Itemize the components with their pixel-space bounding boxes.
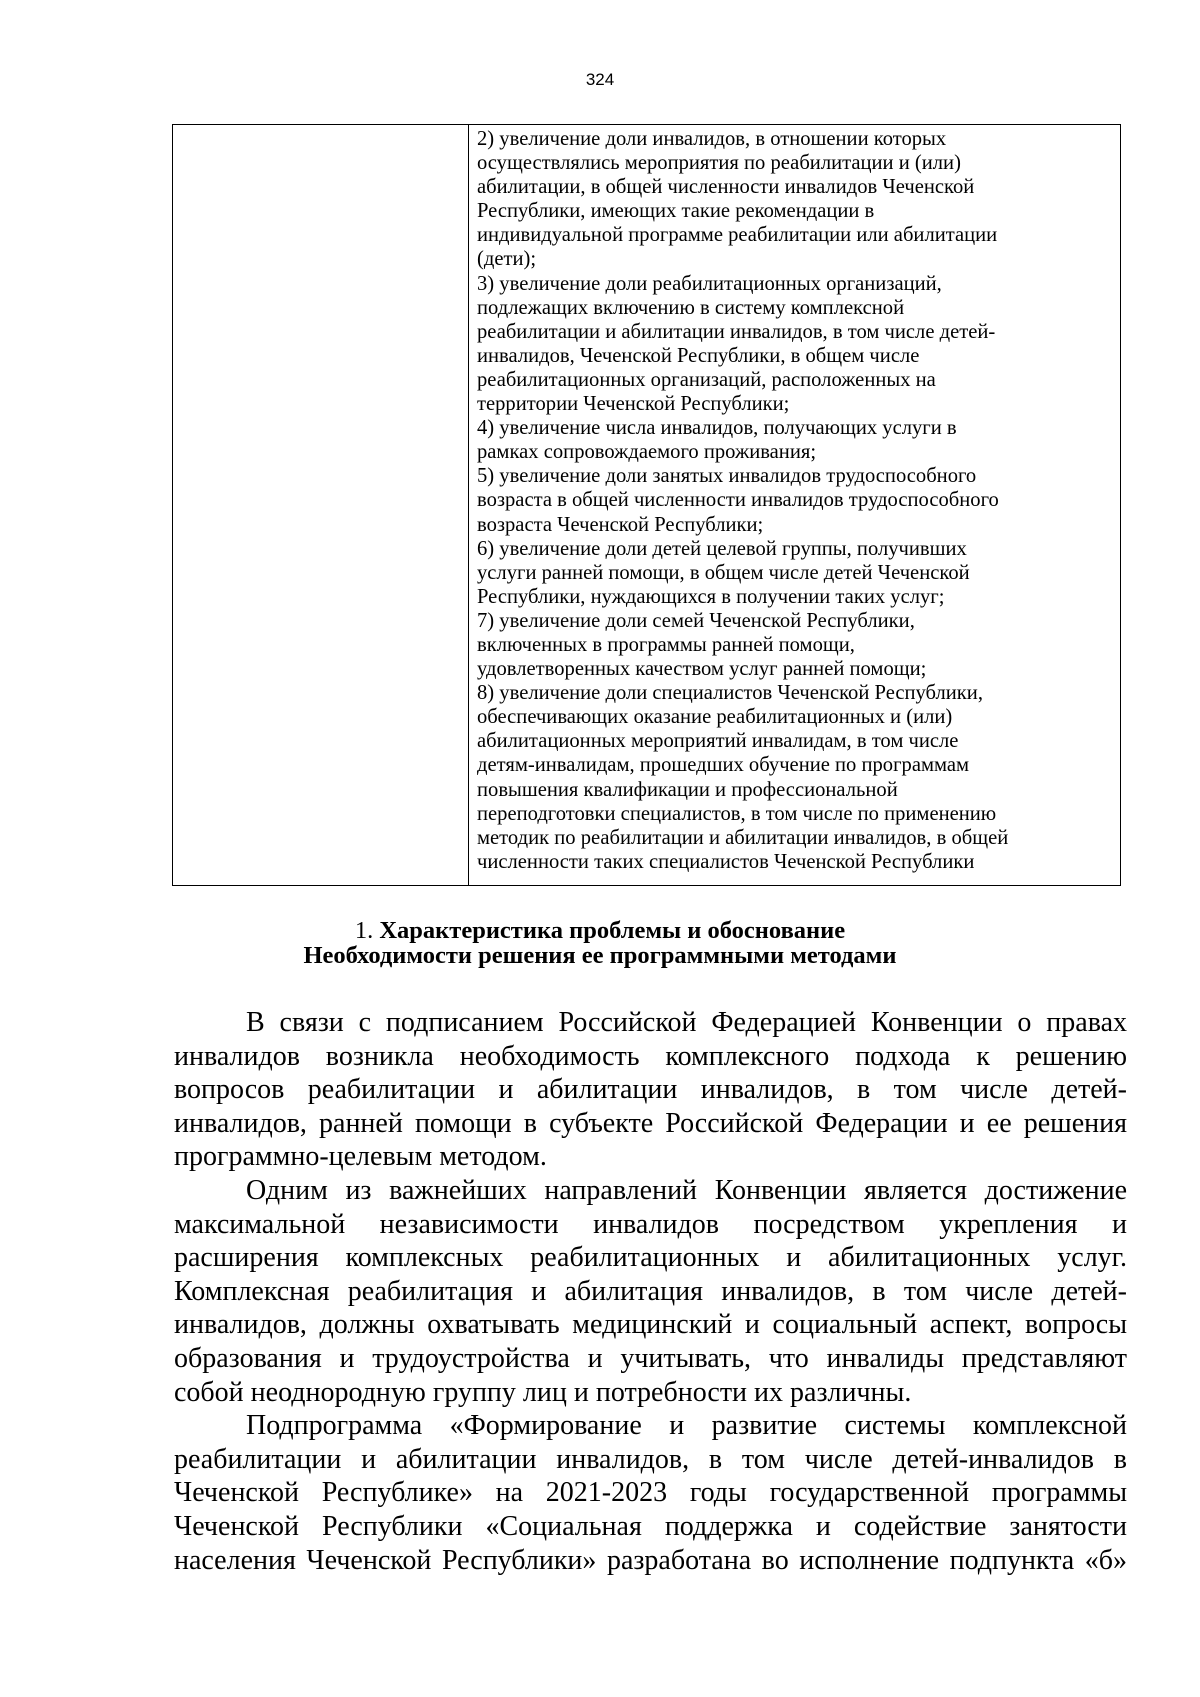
goal-line: (дети); (477, 248, 537, 271)
goal-line: абилитационных мероприятий инвалидам, в том числе (477, 730, 959, 753)
goal-line: обеспечивающих оказание реабилитационных и (или) (477, 706, 953, 729)
section-title-line-1: Характеристика проблемы и обоснование (379, 917, 846, 944)
paragraph-line: населения Чеченской Республики» разработана во исполнение подпункта «б» (174, 1544, 1127, 1576)
paragraph-line: инвалидов, должны охватывать медицинский и социальный аспект, вопросы (174, 1309, 1127, 1341)
goal-line: реабилитационных организаций, расположенных на (477, 368, 936, 391)
goal-line: инвалидов, Чеченской Республики, в общем числе (477, 344, 920, 367)
goal-line: осуществлялись мероприятия по реабилитации и (или) (477, 152, 961, 175)
paragraph-line: Подпрограмма «Формирование и развитие системы комплексной (246, 1410, 1127, 1442)
paragraph-line: образования и трудоустройства и учитывать, что инвалиды представляют (174, 1342, 1127, 1374)
goal-line: реабилитации и абилитации инвалидов, в том числе детей- (477, 320, 996, 343)
goal-line: 4) увеличение числа инвалидов, получающих услуги в (477, 417, 957, 440)
goal-line: 3) увеличение доли реабилитационных организаций, (477, 272, 942, 295)
goal-line: включенных в программы ранней помощи, (477, 633, 855, 656)
paragraph-line: реабилитации и абилитации инвалидов, в том числе детей-инвалидов в (174, 1443, 1127, 1475)
section-number: 1. (354, 917, 374, 944)
paragraph-line: инвалидов, ранней помощи в субъекте Российской Федерации и ее решения (174, 1107, 1127, 1139)
paragraph-3 (174, 1409, 1127, 1577)
section-heading-line-1 (0, 918, 1200, 943)
section-heading (0, 918, 1200, 968)
paragraph-line: расширения комплексных реабилитационных и абилитационных услуг. (174, 1242, 1127, 1274)
goal-line: Республики, нуждающихся в получении таких услуг; (477, 585, 945, 608)
goal-line: Республики, имеющих такие рекомендации в (477, 200, 875, 223)
paragraph-line: Чеченской Республики «Социальная поддержка и содействие занятости (174, 1510, 1127, 1542)
goal-line: территории Чеченской Республики; (477, 393, 790, 416)
paragraph-line: максимальной независимости инвалидов посредством укрепления и (174, 1208, 1127, 1240)
goal-line: повышения квалификации и профессиональной (477, 778, 898, 801)
section-title-line-2: Необходимости решения ее программными методами (303, 942, 897, 969)
paragraph-line: вопросов реабилитации и абилитации инвалидов, в том числе детей- (174, 1074, 1127, 1106)
goal-line: рамках сопровождаемого проживания; (477, 441, 817, 464)
table-empty-cell (173, 125, 469, 886)
goal-line: 2) увеличение доли инвалидов, в отношении которых (477, 128, 947, 150)
goal-line: методик по реабилитации и абилитации инвалидов, в общей (477, 826, 1009, 849)
paragraph-line: Чеченской Республике» на 2021-2023 годы государственной программы (174, 1477, 1127, 1509)
paragraph-2 (174, 1174, 1127, 1409)
goal-line: численности таких специалистов Чеченской Республики (477, 850, 975, 873)
paragraph-line: В связи с подписанием Российской Федерацией Конвенции о правах (246, 1007, 1127, 1038)
body-text (174, 1006, 1127, 1577)
page-number: 324 (585, 70, 615, 89)
goal-line: 5) увеличение доли занятых инвалидов трудоспособного (477, 465, 977, 488)
paragraph-1 (174, 1006, 1127, 1174)
goal-line: услуги ранней помощи, в общем числе детей Чеченской (477, 561, 970, 584)
goal-line: возраста в общей численности инвалидов трудоспособного (477, 489, 999, 512)
goals-cell (469, 125, 1121, 886)
goal-line: детям-инвалидам, прошедших обучение по программам (477, 754, 970, 777)
paragraph-line: Одним из важнейших направлений Конвенции является достижение (246, 1174, 1127, 1206)
paragraph-line: собой неоднородную группу лиц и потребности их различны. (174, 1376, 912, 1408)
table-row (173, 125, 1121, 886)
goal-line: подлежащих включению в систему комплексной (477, 296, 905, 319)
goal-line: индивидуальной программе реабилитации или абилитации (477, 224, 998, 247)
goal-line: абилитации, в общей численности инвалидов Чеченской (477, 176, 975, 199)
paragraph-line: инвалидов возникла необходимость комплексного подхода к решению (174, 1040, 1127, 1072)
paragraph-line: Комплексная реабилитация и абилитация инвалидов, в том числе детей- (174, 1275, 1127, 1307)
goal-line: 8) увеличение доли специалистов Чеченской Республики, (477, 682, 983, 705)
goals-table (172, 124, 1121, 886)
goal-line: 6) увеличение доли детей целевой группы, получивших (477, 537, 967, 560)
goal-line: переподготовки специалистов, в том числе по применению (477, 802, 997, 825)
goal-line: возраста Чеченской Республики; (477, 513, 764, 536)
goal-line: 7) увеличение доли семей Чеченской Республики, (477, 609, 915, 632)
paragraph-line: программно-целевым методом. (174, 1141, 547, 1173)
goal-line: удовлетворенных качеством услуг ранней помощи; (477, 658, 927, 681)
